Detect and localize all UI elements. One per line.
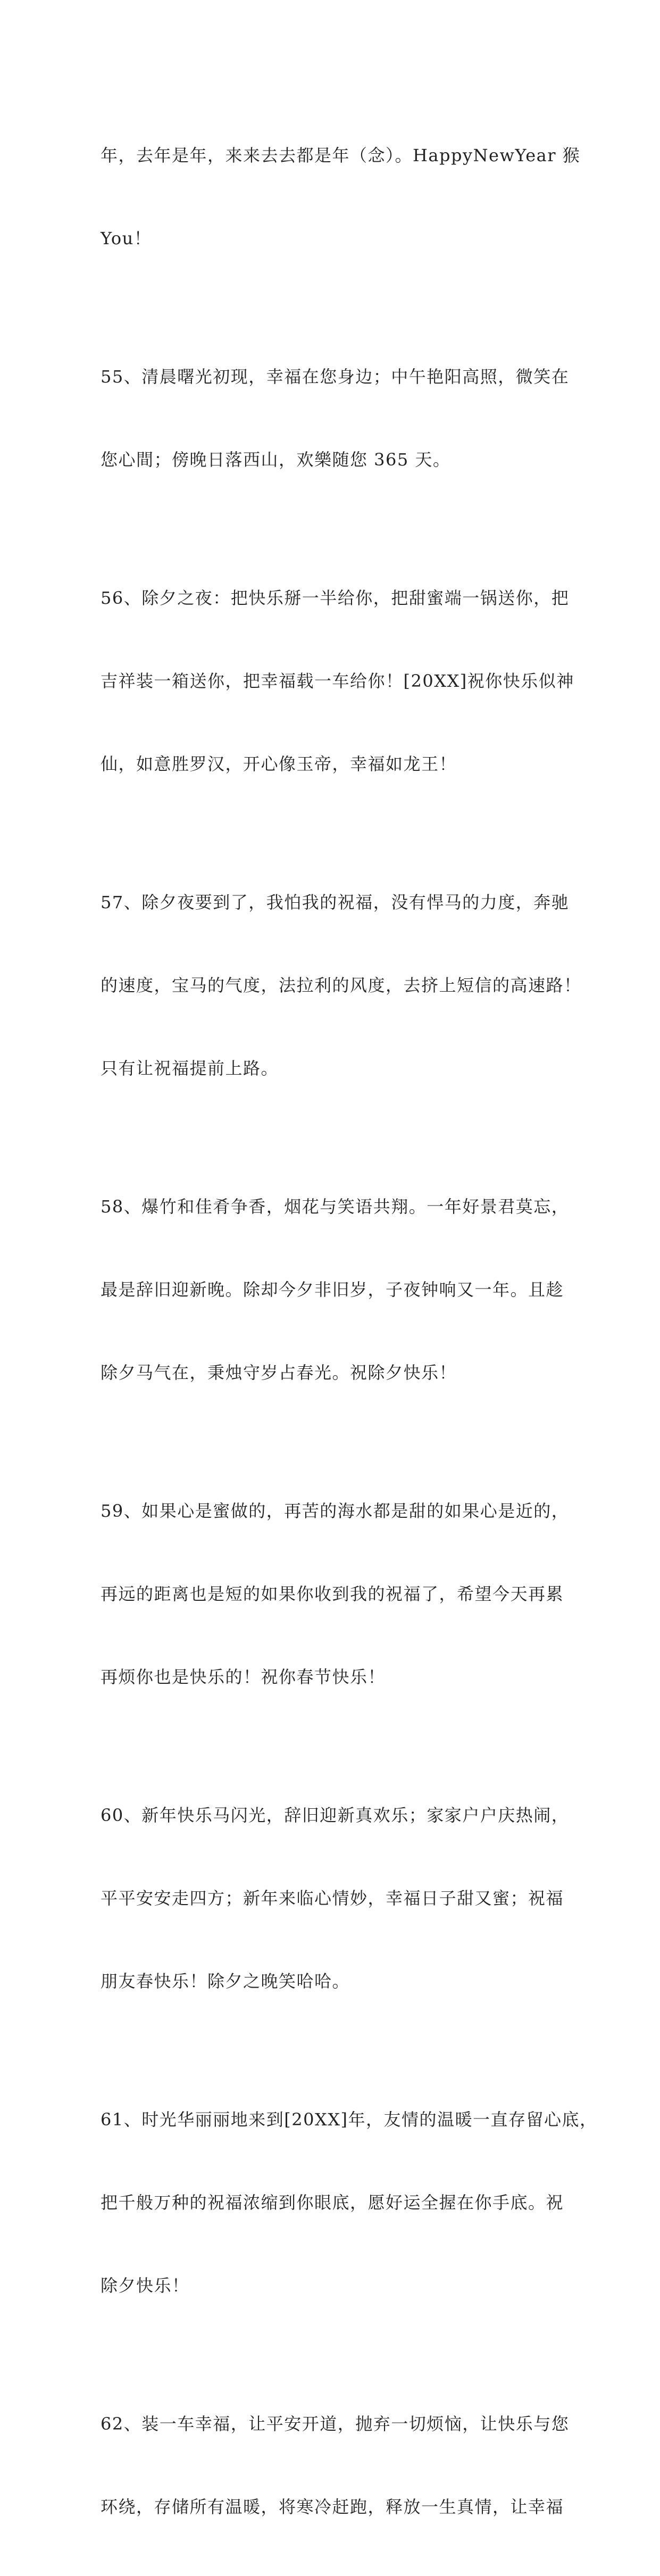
text-line: 环绕，存储所有温暖，将寒冷赶跑，释放一生真情，让幸福 bbox=[101, 2497, 564, 2517]
text-line: 61、时光华丽丽地来到[20XX]年，友情的温暖一直存留心底， bbox=[101, 2109, 598, 2130]
text-line: 59、如果心是蜜做的，再苦的海水都是甜的如果心是近的， bbox=[101, 1501, 570, 1521]
text-line: 朋友春快乐！除夕之晚笑哈哈。 bbox=[101, 1971, 350, 1991]
text-line: 仙，如意胜罗汉，开心像玉帝，幸福如龙王！ bbox=[101, 754, 457, 774]
paragraph-62 bbox=[101, 2355, 570, 2576]
paragraph-61 bbox=[101, 2050, 598, 2355]
text-line: 再烦你也是快乐的！祝你春节快乐！ bbox=[101, 1667, 386, 1687]
paragraph-continuation bbox=[101, 86, 581, 308]
paragraph-60 bbox=[101, 1746, 570, 2050]
paragraph-58 bbox=[101, 1137, 570, 1442]
text-line: 56、除夕之夜：把快乐掰一半给你，把甜蜜端一锅送你，把 bbox=[101, 588, 570, 608]
text-line: 把千般万种的祝福浓缩到你眼底，愿好运全握在你手底。祝 bbox=[101, 2192, 564, 2213]
text-line: 60、新年快乐马闪光，辞旧迎新真欢乐；家家户户庆热闹， bbox=[101, 1805, 570, 1825]
paragraph-57 bbox=[101, 833, 582, 1137]
text-line: 再远的距离也是短的如果你收到我的祝福了，希望今天再累 bbox=[101, 1584, 564, 1604]
text-line: 的速度，宝马的气度，法拉利的风度，去挤上短信的高速路！ bbox=[101, 975, 582, 995]
document-body bbox=[101, 86, 598, 2576]
text-line: 57、除夕夜要到了，我怕我的祝福，没有悍马的力度，奔驰 bbox=[101, 892, 570, 912]
text-line: 除夕快乐！ bbox=[101, 2275, 190, 2296]
text-line: 年，去年是年，来来去去都是年（念）。HappyNewYear 猴 bbox=[101, 145, 581, 165]
paragraph-55 bbox=[101, 308, 570, 529]
text-line: 58、爆竹和佳肴争香，烟花与笑语共翔。一年好景君莫忘， bbox=[101, 1196, 570, 1217]
text-line: 除夕马气在，秉烛守岁占春光。祝除夕快乐！ bbox=[101, 1362, 457, 1383]
text-line: 55、清晨曙光初现，幸福在您身边；中午艳阳高照，微笑在 bbox=[101, 367, 570, 387]
text-line: 平平安安走四方；新年来临心情妙，幸福日子甜又蜜；祝福 bbox=[101, 1888, 564, 1908]
text-line: 吉祥装一箱送你，把幸福载一车给你！[20XX]祝你快乐似神 bbox=[101, 671, 574, 691]
text-line: 最是辞旧迎新晚。除却今夕非旧岁，子夜钟响又一年。且趁 bbox=[101, 1279, 564, 1300]
paragraph-59 bbox=[101, 1442, 570, 1746]
text-line: 62、装一车幸福，让平安开道，抛弃一切烦恼，让快乐与您 bbox=[101, 2414, 570, 2434]
text-line: 您心間；傍晚日落西山，欢樂随您 365 天。 bbox=[101, 450, 451, 470]
paragraph-56 bbox=[101, 529, 574, 833]
text-line: You！ bbox=[101, 228, 152, 248]
text-line: 只有让祝福提前上路。 bbox=[101, 1058, 279, 1078]
